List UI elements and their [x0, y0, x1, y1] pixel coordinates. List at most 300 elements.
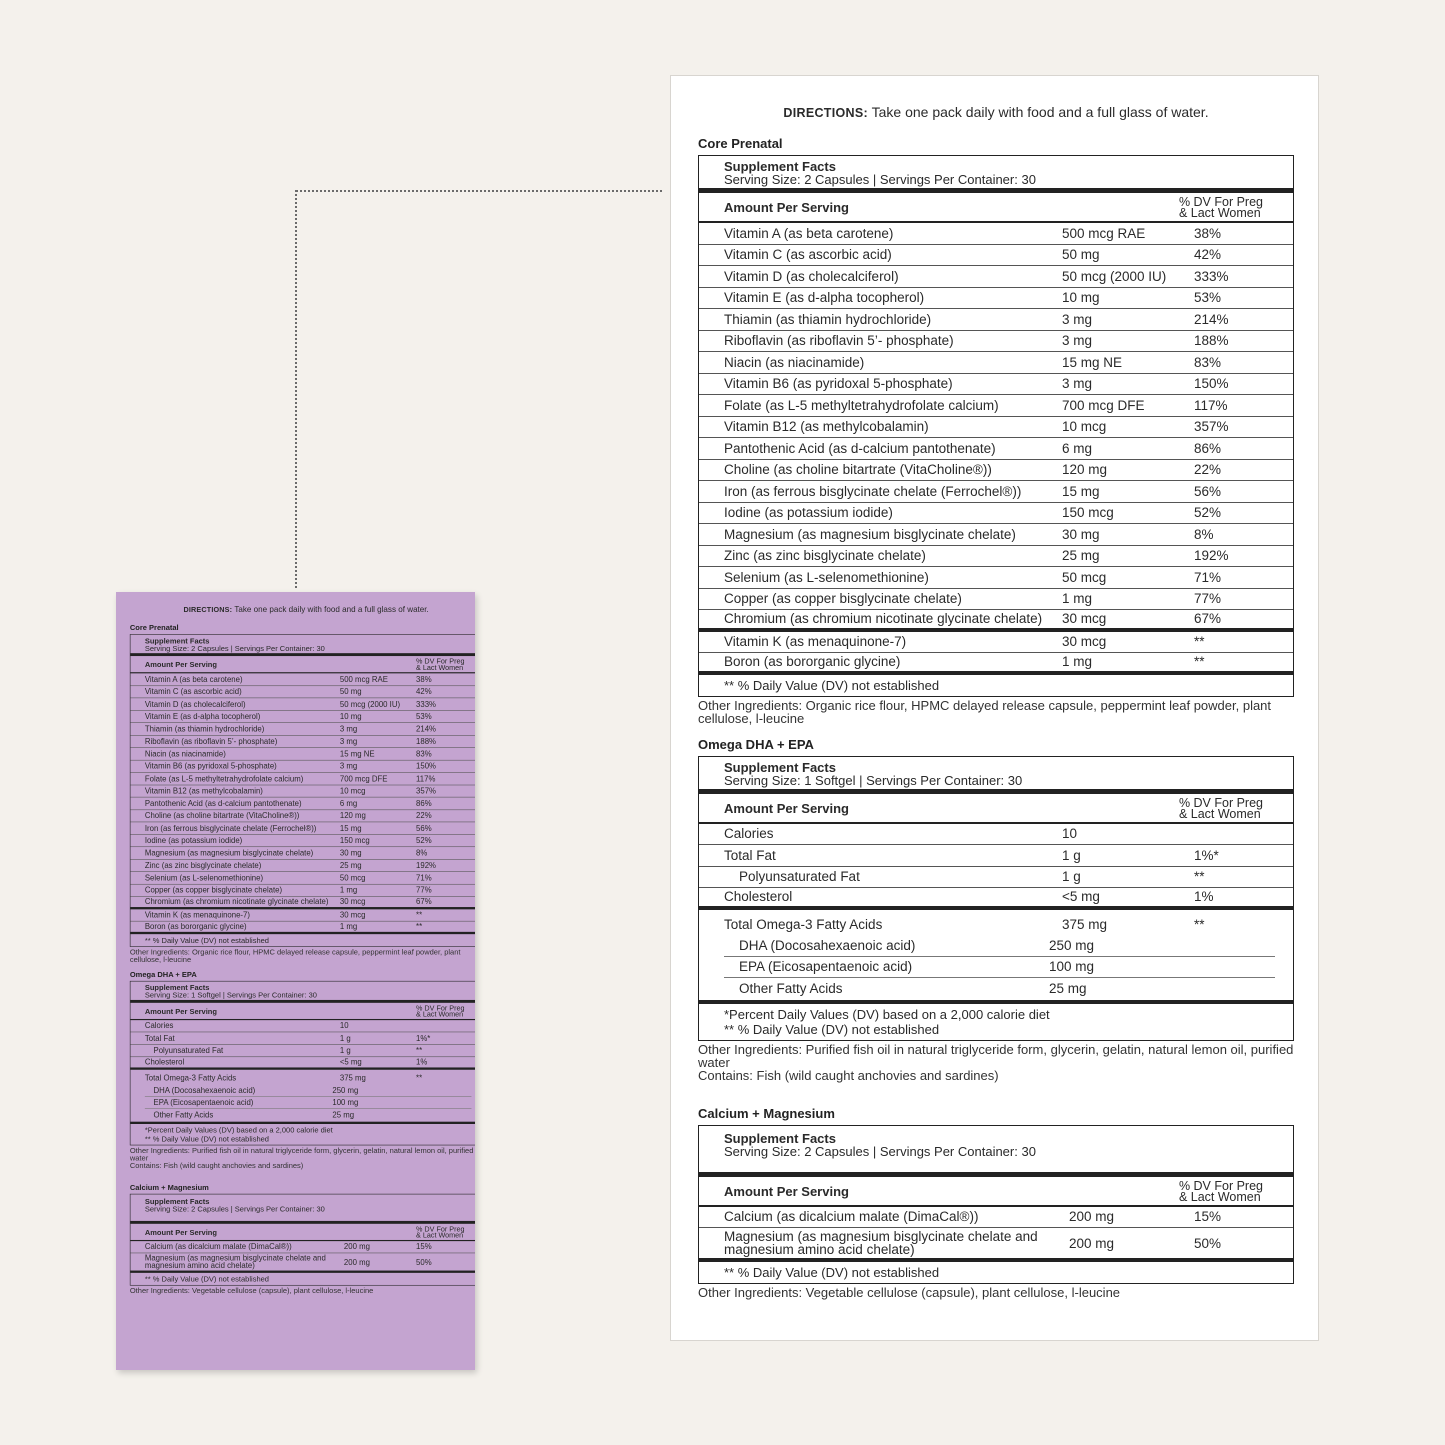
- nutrient-dv: **: [1194, 634, 1205, 650]
- nutrient-dv: 192%: [416, 861, 436, 870]
- nutrient-amount: 30 mcg: [339, 910, 366, 920]
- nutrient-name: Calories: [144, 1021, 174, 1031]
- nutrient-dv: 15%: [1194, 1209, 1222, 1225]
- nutrient-amount: 6 mg: [339, 798, 358, 808]
- contains-text: Contains: Fish (wild caught anchovies and sardines): [129, 1160, 304, 1170]
- dv-header: [1178, 795, 1263, 821]
- dv-header: [1179, 197, 1263, 219]
- directions: [130, 605, 475, 614]
- nutrient-amount: 50 mcg (2000 IU): [339, 699, 401, 709]
- omega-sub-rows: [145, 1084, 472, 1121]
- directions-text: Take one pack daily with food and a full glass of water.: [234, 604, 429, 614]
- table-row: [130, 711, 475, 723]
- nutrient-dv: 192%: [1194, 548, 1229, 564]
- amount-header-row: [699, 193, 1293, 223]
- nutrient-amount: 3 mg: [339, 761, 358, 771]
- nutrient-amount: 200 mg: [343, 1242, 370, 1252]
- nutrient-dv: 67%: [416, 897, 432, 907]
- nutrient-amount: 375 mg: [339, 1073, 366, 1083]
- table-row: [145, 1109, 472, 1121]
- table-row: [130, 773, 475, 785]
- facts-omega: [130, 981, 475, 1145]
- nutrient-name: Calcium (as dicalcium malate (DimaCal®)): [724, 1209, 979, 1225]
- section-title-core: Core Prenatal: [698, 136, 783, 151]
- table-row: [130, 909, 475, 921]
- nutrient-name: Selenium (as L-selenomethionine): [144, 873, 264, 883]
- amount-header: Amount Per Serving: [144, 1227, 217, 1237]
- table-row: [130, 835, 475, 847]
- nutrient-name: Magnesium (as magnesium bisglycinate chelate and magnesium amino acid chelate): [724, 1229, 1038, 1257]
- table-row: [130, 1072, 475, 1084]
- amount-header: Amount Per Serving: [724, 800, 849, 816]
- other-ingredients-core: Other Ingredients: Organic rice flour, HPMC delayed release capsule, peppermint leaf powder, plant cellulose, l-leucine: [129, 947, 461, 964]
- nutrient-dv: 50%: [416, 1257, 432, 1267]
- nutrient-amount: 15 mg NE: [1062, 354, 1123, 370]
- nutrient-name: Riboflavin (as riboflavin 5’- phosphate): [724, 333, 954, 349]
- directions: [698, 104, 1294, 120]
- nutrient-name: Chromium (as chromium nicotinate glycinate chelate): [144, 897, 329, 907]
- nutrient-amount: 10: [339, 1021, 349, 1031]
- facts-title: Supplement Facts: [724, 759, 836, 775]
- nutrient-amount: 200 mg: [1069, 1209, 1115, 1225]
- dv-header-line1: % DV For Preg: [416, 1224, 465, 1233]
- nutrient-amount: 10: [1062, 826, 1078, 842]
- amount-header: Amount Per Serving: [144, 660, 217, 669]
- directions-label: DIRECTIONS:: [183, 605, 233, 614]
- nutrient-amount: 25 mg: [1062, 548, 1100, 564]
- nutrient-name: EPA (Eicosapentaenoic acid): [739, 959, 913, 975]
- table-row: [130, 760, 475, 772]
- nutrient-amount: 30 mcg: [339, 897, 366, 907]
- table-row: [130, 921, 475, 933]
- table-row: [699, 867, 1293, 889]
- nutrient-amount: 30 mg: [1062, 526, 1100, 542]
- table-row: [699, 417, 1293, 439]
- serving-info: Serving Size: 2 Capsules | Servings Per Container: 30: [144, 1204, 325, 1214]
- omega-sub-rows: [724, 935, 1275, 1000]
- table-row: [130, 1032, 475, 1044]
- table-row: [724, 935, 1275, 957]
- table-row: [699, 653, 1293, 675]
- nutrient-name: Thiamin (as thiamin hydrochloride): [144, 724, 265, 734]
- table-row: [699, 266, 1293, 288]
- nutrient-amount: <5 mg: [339, 1057, 362, 1067]
- nutrient-dv: 333%: [416, 699, 436, 709]
- nutrient-amount: 10 mg: [339, 712, 362, 721]
- nutrient-amount: 1 g: [1062, 869, 1081, 885]
- nutrient-name: Total Omega-3 Fatty Acids: [724, 916, 883, 932]
- nutrient-name: Selenium (as L-selenomethionine): [724, 569, 929, 585]
- nutrient-amount: 150 mcg: [339, 836, 370, 845]
- nutrient-name: Total Fat: [724, 847, 776, 863]
- nutrient-name: Vitamin C (as ascorbic acid): [724, 247, 892, 263]
- mini-label-content: [130, 605, 475, 1295]
- serving-info: Serving Size: 1 Softgel | Servings Per Container: 30: [144, 990, 317, 1000]
- nutrient-amount: 3 mg: [1062, 333, 1093, 349]
- nutrient-amount: 15 mg: [339, 823, 362, 833]
- table-row: [699, 632, 1293, 654]
- nutrient-dv: 71%: [416, 873, 432, 883]
- dv-header-line2: & Lact Women: [1178, 806, 1261, 821]
- amount-header: Amount Per Serving: [144, 1006, 217, 1016]
- facts-head: [130, 981, 475, 1002]
- nutrient-amount: 50 mg: [1062, 247, 1100, 263]
- dv-header-line1: % DV For Preg: [1178, 795, 1263, 810]
- nutrient-name: Vitamin B6 (as pyridoxal 5-phosphate): [724, 376, 953, 392]
- nutrient-dv: 1%: [1194, 889, 1214, 905]
- other-ingredients-omega: [130, 1146, 475, 1169]
- table-row: [130, 785, 475, 797]
- nutrient-dv: 38%: [1194, 225, 1222, 241]
- section-title-omega: Omega DHA + EPA: [698, 736, 814, 752]
- dv-note: ** % Daily Value (DV) not established: [724, 677, 940, 693]
- nutrient-dv: 38%: [416, 674, 432, 684]
- amount-header-row: [130, 1224, 475, 1241]
- nutrient-amount: 1 mg: [339, 885, 358, 895]
- table-row: [130, 859, 475, 871]
- nutrient-amount: 3 mg: [1062, 376, 1093, 392]
- nutrient-name: Copper (as copper bisglycinate chelate): [724, 591, 962, 607]
- nutrient-amount: 1 g: [339, 1033, 351, 1043]
- nutrient-dv: 1%: [416, 1057, 428, 1067]
- omega-rows: [130, 1020, 475, 1070]
- dv-notes: [130, 1124, 475, 1145]
- nutrient-name: Vitamin C (as ascorbic acid): [144, 687, 242, 697]
- dv-header-line1: % DV For Preg: [416, 657, 465, 666]
- table-row: [145, 1097, 472, 1109]
- table-row: [130, 1253, 475, 1273]
- serving-info: Serving Size: 2 Capsules | Servings Per Container: 30: [144, 643, 325, 653]
- dv-header: [1178, 1178, 1263, 1204]
- nutrient-dv: 333%: [1194, 268, 1229, 284]
- nutrient-amount: 200 mg: [343, 1257, 370, 1267]
- nutrient-name: Total Fat: [144, 1033, 175, 1043]
- table-row: [130, 686, 475, 698]
- nutrient-amount: 250 mg: [1049, 937, 1095, 953]
- table-row: [699, 1228, 1293, 1262]
- nutrient-dv: 214%: [1194, 311, 1229, 327]
- nutrient-name: Zinc (as zinc bisglycinate chelate): [144, 861, 262, 870]
- nutrient-amount: 25 mg: [332, 1110, 355, 1120]
- nutrient-name: Cholesterol: [724, 889, 793, 905]
- table-row: [130, 897, 475, 909]
- other-ingredients-text: Other Ingredients: Purified fish oil in natural triglyceride form, glycerin, gelatin, natural lemon oil, purified water: [698, 1041, 1294, 1070]
- table-row: [699, 888, 1293, 910]
- core-rows: [699, 223, 1293, 632]
- dv-note-2: ** % Daily Value (DV) not established: [144, 1134, 269, 1143]
- facts-calmag: [130, 1194, 475, 1286]
- amount-header: Amount Per Serving: [724, 200, 849, 215]
- nutrient-dv: 53%: [1194, 290, 1222, 306]
- nutrient-amount: 500 mcg RAE: [339, 674, 388, 684]
- dv-note-2: ** % Daily Value (DV) not established: [724, 1021, 940, 1037]
- nutrient-name: Vitamin B12 (as methylcobalamin): [724, 419, 929, 435]
- other-ingredients-core: Other Ingredients: Organic rice flour, HPMC delayed release capsule, peppermint leaf powder, plant cellulose, l-leucine: [698, 697, 1272, 726]
- nutrient-name: Other Fatty Acids: [153, 1110, 214, 1120]
- label-content: [671, 76, 1320, 1311]
- other-ingredients-text: Other Ingredients: Purified fish oil in natural triglyceride form, glycerin, gelatin, natural lemon oil, purified water: [129, 1145, 474, 1162]
- nutrient-name: Magnesium (as magnesium bisglycinate chelate): [144, 848, 314, 858]
- nutrient-dv: 42%: [1194, 247, 1222, 263]
- table-row: [130, 723, 475, 735]
- nutrient-dv: 1%*: [416, 1033, 431, 1043]
- nutrient-dv: 77%: [1194, 591, 1222, 607]
- nutrient-dv: 67%: [1194, 611, 1222, 627]
- nutrient-amount: 15 mg: [1062, 483, 1100, 499]
- table-row: [130, 797, 475, 809]
- dv-header-line2: & Lact Women: [416, 663, 464, 672]
- nutrient-amount: 100 mg: [1049, 959, 1095, 975]
- nutrient-amount: 10 mcg: [1062, 419, 1107, 435]
- nutrient-dv: 22%: [1194, 462, 1222, 478]
- table-row: [699, 395, 1293, 417]
- table-row: [130, 1241, 475, 1253]
- nutrient-amount: 3 mg: [339, 736, 358, 746]
- nutrient-name: Vitamin D (as cholecalciferol): [724, 268, 899, 284]
- dv-header-line1: % DV For Preg: [1178, 195, 1263, 209]
- nutrient-dv: 50%: [1194, 1235, 1222, 1251]
- table-row: [130, 1020, 475, 1032]
- amount-header-row: [130, 656, 475, 673]
- nutrient-amount: 120 mg: [339, 811, 366, 821]
- core-rows-2: [130, 909, 475, 934]
- nutrient-name: Vitamin A (as beta carotene): [144, 674, 243, 684]
- nutrient-dv: 117%: [1194, 397, 1228, 413]
- nutrient-dv: 188%: [1194, 333, 1229, 349]
- nutrient-amount: 500 mcg RAE: [1062, 225, 1146, 241]
- table-row: [130, 673, 475, 685]
- facts-core: [130, 634, 475, 946]
- serving-info: Serving Size: 2 Capsules | Servings Per Container: 30: [724, 1143, 1036, 1159]
- nutrient-amount: 10 mcg: [339, 786, 366, 796]
- nutrient-dv: **: [416, 1073, 423, 1083]
- nutrient-amount: 120 mg: [1062, 462, 1108, 478]
- table-row: [699, 567, 1293, 589]
- nutrient-dv: 56%: [1194, 483, 1222, 499]
- nutrient-dv: 8%: [1194, 526, 1214, 542]
- table-row: [699, 824, 1293, 846]
- nutrient-amount: 30 mg: [339, 848, 362, 858]
- nutrient-name: Vitamin B6 (as pyridoxal 5-phosphate): [144, 761, 277, 771]
- facts-calmag: [698, 1125, 1294, 1285]
- dv-note-1: *Percent Daily Values (DV) based on a 2,000 calorie diet: [724, 1006, 1050, 1022]
- section-title-core: Core Prenatal: [129, 623, 179, 632]
- amount-header-row: [130, 1003, 475, 1020]
- nutrient-dv: 52%: [416, 836, 432, 845]
- nutrient-dv: 86%: [1194, 440, 1222, 456]
- nutrient-name: Zinc (as zinc bisglycinate chelate): [724, 548, 926, 564]
- nutrient-dv: **: [416, 1046, 423, 1055]
- nutrient-name: Niacin (as niacinamide): [144, 749, 226, 759]
- core-rows: [130, 673, 475, 909]
- amount-header-row: [699, 1177, 1293, 1207]
- directions-text: Take one pack daily with food and a full glass of water.: [871, 104, 1209, 120]
- table-row: [699, 460, 1293, 482]
- nutrient-dv: 56%: [416, 823, 432, 833]
- nutrient-amount: 25 mg: [339, 861, 362, 870]
- nutrient-amount: 150 mcg: [1062, 505, 1114, 521]
- nutrient-dv: **: [1194, 916, 1205, 932]
- nutrient-dv: 150%: [416, 761, 436, 771]
- dv-header: [416, 1226, 465, 1239]
- facts-title: Supplement Facts: [144, 636, 210, 646]
- nutrient-name: Thiamin (as thiamin hydrochloride): [724, 311, 932, 327]
- table-row: [699, 481, 1293, 503]
- table-row: [699, 845, 1293, 867]
- table-row: [724, 957, 1275, 979]
- nutrient-name: Vitamin B12 (as methylcobalamin): [144, 786, 263, 796]
- nutrient-amount: 10 mg: [1062, 290, 1100, 306]
- table-row: [699, 331, 1293, 353]
- nutrient-dv: 42%: [416, 687, 432, 697]
- nutrient-name: Iron (as ferrous bisglycinate chelate (Ferrochel®)): [724, 483, 1022, 499]
- nutrient-amount: 1 mg: [1062, 654, 1093, 670]
- nutrient-name: Magnesium (as magnesium bisglycinate chelate): [724, 526, 1016, 542]
- facts-title: Supplement Facts: [144, 1196, 210, 1206]
- nutrient-amount: 250 mg: [332, 1085, 359, 1095]
- nutrient-dv: 15%: [416, 1242, 432, 1252]
- dv-note: ** % Daily Value (DV) not established: [724, 1265, 940, 1280]
- nutrient-name: Magnesium (as magnesium bisglycinate chelate and magnesium amino acid chelate): [144, 1253, 326, 1270]
- nutrient-amount: 375 mg: [1062, 916, 1108, 932]
- nutrient-name: EPA (Eicosapentaenoic acid): [153, 1098, 254, 1107]
- nutrient-amount: 50 mcg: [1062, 569, 1107, 585]
- table-row: [130, 1057, 475, 1069]
- nutrient-amount: 6 mg: [1062, 440, 1093, 456]
- nutrient-amount: 700 mcg DFE: [339, 774, 388, 783]
- nutrient-dv: **: [416, 922, 423, 931]
- amount-header: Amount Per Serving: [724, 1183, 849, 1199]
- facts-head: [130, 635, 475, 656]
- table-row: [699, 309, 1293, 331]
- table-row: [699, 546, 1293, 568]
- table-row: [699, 352, 1293, 374]
- nutrient-name: Vitamin E (as d-alpha tocopherol): [724, 290, 925, 306]
- table-row: [130, 822, 475, 834]
- nutrient-amount: 30 mcg: [1062, 611, 1107, 627]
- dv-header-line1: % DV For Preg: [416, 1003, 465, 1012]
- nutrient-amount: 700 mcg DFE: [1062, 397, 1145, 413]
- nutrient-dv: 83%: [416, 749, 432, 759]
- nutrient-name: Iron (as ferrous bisglycinate chelate (Ferrochel®)): [144, 823, 317, 833]
- core-rows-2: [699, 632, 1293, 675]
- table-row: [699, 438, 1293, 460]
- nutrient-name: Folate (as L-5 methyltetrahydrofolate calcium): [144, 774, 304, 783]
- nutrient-dv: 150%: [1194, 376, 1229, 392]
- nutrient-name: Vitamin K (as menaquinone-7): [724, 634, 907, 650]
- directions-label: DIRECTIONS:: [783, 106, 868, 120]
- table-row: [130, 847, 475, 859]
- table-row: [130, 872, 475, 884]
- table-row: [145, 1084, 472, 1096]
- nutrient-name: Polyunsaturated Fat: [739, 869, 860, 885]
- calmag-rows: [130, 1241, 475, 1273]
- table-row: [130, 748, 475, 760]
- section-title-calmag: Calcium + Magnesium: [129, 1182, 209, 1192]
- nutrient-amount: 1 g: [1062, 847, 1081, 863]
- table-row: [699, 374, 1293, 396]
- nutrient-name: Other Fatty Acids: [739, 981, 843, 997]
- nutrient-dv: 52%: [1194, 505, 1222, 521]
- nutrient-amount: 25 mg: [1049, 981, 1087, 997]
- dv-header: [416, 1005, 465, 1018]
- nutrient-name: Total Omega-3 Fatty Acids: [144, 1073, 237, 1083]
- facts-title: Supplement Facts: [724, 159, 836, 174]
- facts-head: [699, 156, 1293, 193]
- facts-title: Supplement Facts: [724, 1130, 836, 1146]
- nutrient-amount: 30 mcg: [1062, 634, 1107, 650]
- connector-line-horizontal: [296, 190, 662, 192]
- nutrient-dv: **: [416, 910, 423, 920]
- table-row: [699, 223, 1293, 245]
- facts-title: Supplement Facts: [144, 982, 210, 992]
- nutrient-dv: 86%: [416, 798, 432, 808]
- dv-header-line2: & Lact Women: [416, 1010, 464, 1019]
- nutrient-dv: 83%: [1194, 354, 1222, 370]
- table-row: [699, 610, 1293, 632]
- label-zoom-panel: [670, 75, 1319, 1341]
- nutrient-name: DHA (Docosahexaenoic acid): [739, 937, 916, 953]
- facts-omega: [698, 756, 1294, 1041]
- nutrient-dv: 22%: [416, 811, 432, 821]
- nutrient-name: Pantothenic Acid (as d-calcium pantothenate): [724, 440, 996, 456]
- nutrient-dv: 53%: [416, 712, 432, 721]
- table-row: [699, 524, 1293, 546]
- other-ingredients-calmag: Other Ingredients: Vegetable cellulose (capsule), plant cellulose, l-leucine: [129, 1286, 374, 1295]
- nutrient-name: Vitamin A (as beta carotene): [724, 225, 894, 241]
- table-row: [130, 1045, 475, 1057]
- dv-header-line2: & Lact Women: [416, 1231, 464, 1240]
- nutrient-amount: 1 mg: [1062, 591, 1093, 607]
- nutrient-name: Calories: [724, 826, 774, 842]
- nutrient-name: Folate (as L-5 methyltetrahydrofolate calcium): [724, 397, 999, 413]
- nutrient-amount: 50 mcg (2000 IU): [1062, 268, 1167, 284]
- nutrient-amount: 3 mg: [1062, 311, 1093, 327]
- nutrient-name: Vitamin K (as menaquinone-7): [144, 910, 250, 920]
- table-row: [130, 735, 475, 747]
- nutrient-name: Vitamin D (as cholecalciferol): [144, 699, 246, 709]
- nutrient-dv: 117%: [416, 774, 436, 783]
- section-title-omega: Omega DHA + EPA: [129, 969, 197, 979]
- nutrient-name: Vitamin E (as d-alpha tocopherol): [144, 712, 261, 721]
- nutrient-amount: 1 mg: [339, 922, 358, 931]
- nutrient-amount: 1 g: [339, 1046, 351, 1055]
- nutrient-name: Choline (as choline bitartrate (VitaCholine®)): [144, 811, 300, 821]
- facts-core: [698, 155, 1294, 697]
- nutrient-dv: 8%: [416, 848, 428, 858]
- dv-header-line2: & Lact Women: [1178, 206, 1261, 220]
- table-row: [130, 698, 475, 710]
- other-ingredients-omega: [698, 1043, 1294, 1082]
- nutrient-name: Iodine (as potassium iodide): [144, 836, 243, 845]
- nutrient-name: Boron (as bororganic glycine): [144, 922, 247, 931]
- nutrient-dv: 357%: [416, 786, 436, 796]
- dv-note: ** % Daily Value (DV) not established: [144, 1274, 269, 1284]
- dv-header-line1: % DV For Preg: [1178, 1178, 1263, 1193]
- nutrient-name: Niacin (as niacinamide): [724, 354, 865, 370]
- nutrient-dv: 71%: [1194, 569, 1222, 585]
- table-row: [699, 589, 1293, 611]
- nutrient-name: Riboflavin (as riboflavin 5’- phosphate): [144, 736, 278, 746]
- table-row: [699, 1207, 1293, 1229]
- nutrient-name: Pantothenic Acid (as d-calcium pantothenate): [144, 798, 302, 808]
- contains-text: Contains: Fish (wild caught anchovies and sardines): [698, 1067, 999, 1083]
- nutrient-name: Iodine (as potassium iodide): [724, 505, 893, 521]
- nutrient-amount: 50 mg: [339, 687, 362, 697]
- nutrient-dv: 188%: [416, 736, 436, 746]
- mini-label: [116, 592, 475, 1301]
- dv-notes: [699, 1004, 1293, 1040]
